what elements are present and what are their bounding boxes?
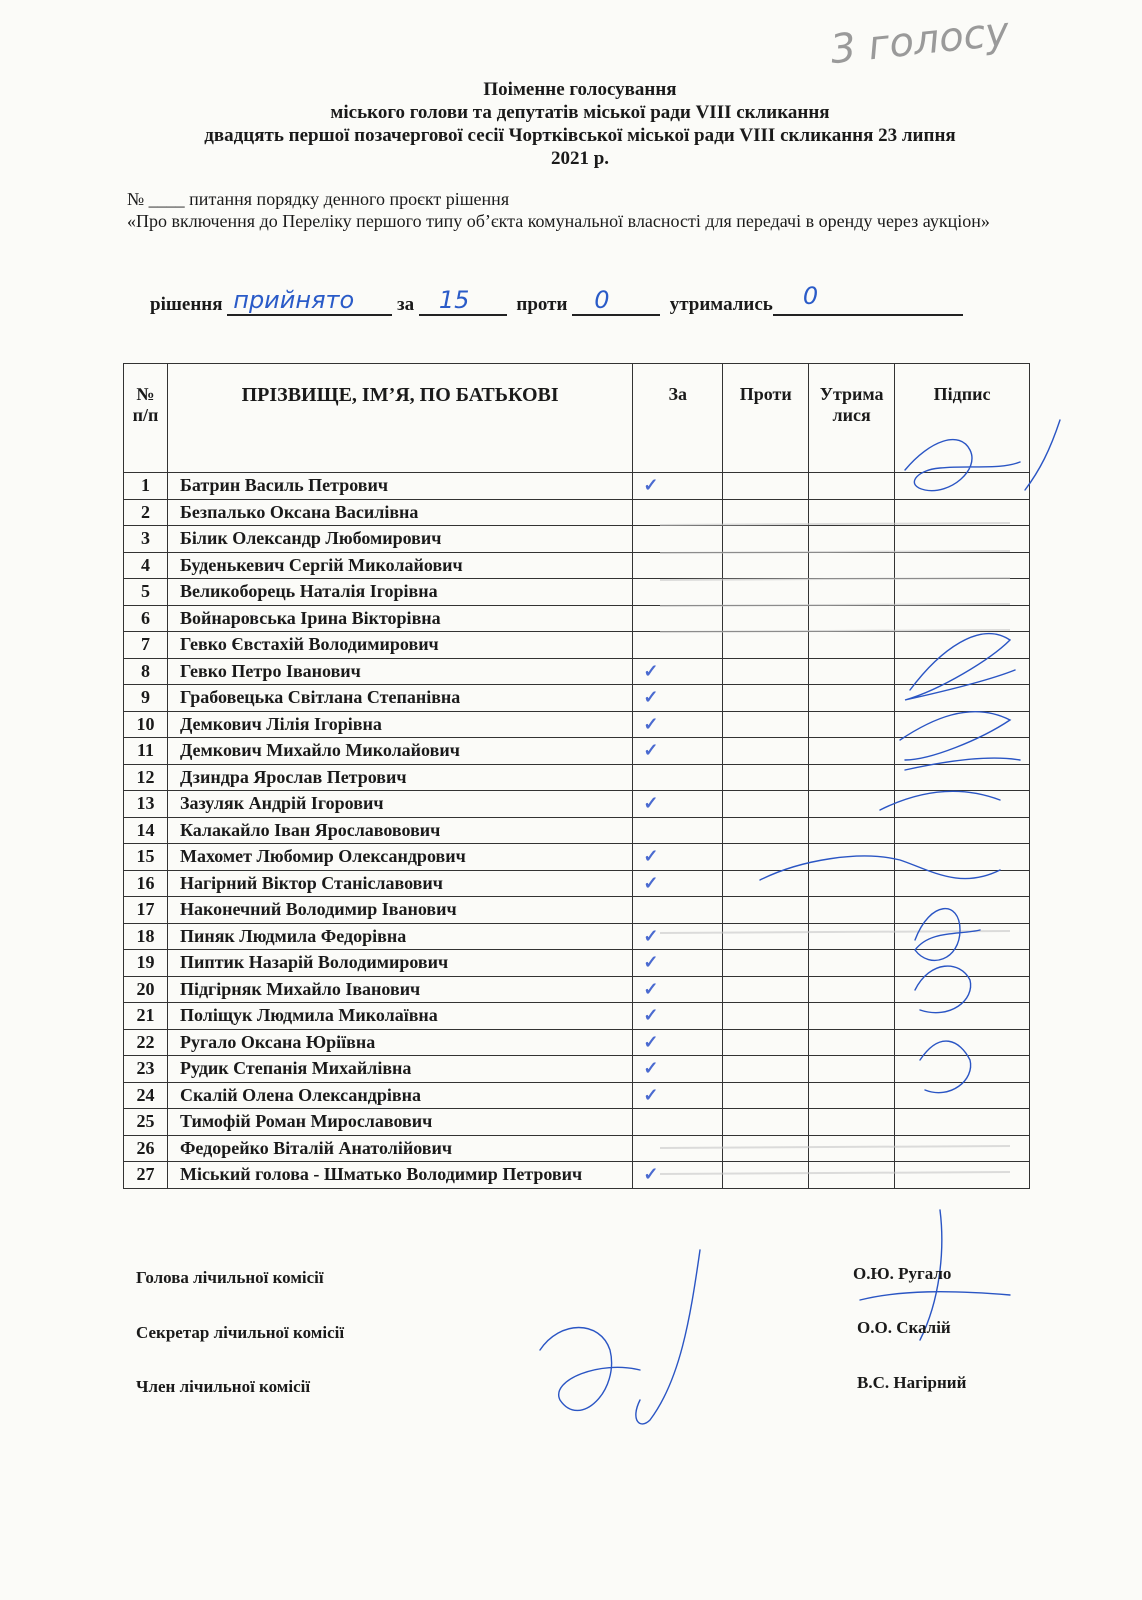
- row-number: 16: [124, 870, 168, 897]
- row-number: 6: [124, 605, 168, 632]
- header-name: ПРІЗВИЩЕ, ІМ’Я, ПО БАТЬКОВІ: [167, 364, 632, 473]
- row-for-mark: ✓: [633, 738, 723, 765]
- row-name: Білик Олександр Любомирович: [167, 526, 632, 553]
- row-number: 3: [124, 526, 168, 553]
- row-number: 12: [124, 764, 168, 791]
- row-name: Тимофій Роман Мирославович: [167, 1109, 632, 1136]
- member-name: В.С. Нагірний: [857, 1373, 967, 1392]
- row-name: Федорейко Віталій Анатолійович: [167, 1135, 632, 1162]
- row-name: Батрин Василь Петрович: [167, 473, 632, 500]
- row-number: 27: [124, 1162, 168, 1189]
- row-number: 21: [124, 1003, 168, 1030]
- row-number: 1: [124, 473, 168, 500]
- row-number: 14: [124, 817, 168, 844]
- row-number: 17: [124, 897, 168, 924]
- header-num: № п/п: [124, 364, 168, 473]
- row-for-mark: ✓: [633, 870, 723, 897]
- row-name: Підгірняк Михайло Іванович: [167, 976, 632, 1003]
- row-number: 19: [124, 950, 168, 977]
- agenda-item-line: № ____ питання порядку денного проєкт рішення: [127, 189, 510, 209]
- row-name: Войнаровська Ірина Вікторівна: [167, 605, 632, 632]
- row-number: 11: [124, 738, 168, 765]
- for-value: 15: [438, 286, 470, 314]
- row-for-mark: ✓: [633, 1162, 723, 1189]
- row-name: Гевко Євстахій Володимирович: [167, 632, 632, 659]
- row-for-mark: ✓: [633, 711, 723, 738]
- row-name: Буденькевич Сергій Миколайович: [167, 552, 632, 579]
- row-for-mark: ✓: [633, 791, 723, 818]
- row-number: 4: [124, 552, 168, 579]
- row-name: Зазуляк Андрій Ігорович: [167, 791, 632, 818]
- corner-handwritten-note: 3 голосу: [828, 8, 1012, 74]
- row-name: Махомет Любомир Олександрович: [167, 844, 632, 871]
- row-name: Пиптик Назарій Володимирович: [167, 950, 632, 977]
- row-number: 26: [124, 1135, 168, 1162]
- row-for-mark: ✓: [633, 844, 723, 871]
- row-for-mark: ✓: [633, 658, 723, 685]
- row-name: Демкович Михайло Миколайович: [167, 738, 632, 765]
- row-number: 20: [124, 976, 168, 1003]
- row-number: 2: [124, 499, 168, 526]
- row-for-mark: ✓: [633, 950, 723, 977]
- row-number: 18: [124, 923, 168, 950]
- signature-strokes: [540, 420, 1060, 1424]
- secretary-label: Секретар лічильної комісії: [136, 1323, 345, 1342]
- header-abstain: Утрималися: [809, 364, 895, 473]
- decision-value: прийнято: [233, 286, 355, 314]
- row-name: Наконечний Володимир Іванович: [167, 897, 632, 924]
- row-for-mark: ✓: [633, 1003, 723, 1030]
- row-name: Безпалько Оксана Василівна: [167, 499, 632, 526]
- row-number: 23: [124, 1056, 168, 1083]
- row-number: 10: [124, 711, 168, 738]
- row-name: Міський голова - Шматько Володимир Петрович: [167, 1162, 632, 1189]
- row-number: 22: [124, 1029, 168, 1056]
- secretary-name: О.О. Скалій: [857, 1318, 951, 1337]
- abstain-label: утримались: [669, 294, 773, 315]
- row-name: Дзиндра Ярослав Петрович: [167, 764, 632, 791]
- header-signature: Підпис: [895, 364, 1030, 473]
- decision-label: рішення: [150, 294, 223, 315]
- chair-label: Голова лічильної комісії: [136, 1268, 324, 1287]
- header-against: Проти: [723, 364, 809, 473]
- row-name: Нагірний Віктор Станіславович: [167, 870, 632, 897]
- header-date: 2021 р.: [550, 148, 610, 169]
- header-title: Поіменне голосування: [483, 79, 677, 100]
- header-subtitle: міського голови та депутатів міської ради VIII скликання: [330, 102, 830, 123]
- row-name: Грабовецька Світлана Степанівна: [167, 685, 632, 712]
- member-label: Член лічильної комісії: [136, 1377, 311, 1396]
- row-for-mark: ✓: [633, 685, 723, 712]
- row-number: 25: [124, 1109, 168, 1136]
- row-name: Гевко Петро Іванович: [167, 658, 632, 685]
- row-number: 9: [124, 685, 168, 712]
- row-for-mark: ✓: [633, 1056, 723, 1083]
- row-name: Пиняк Людмила Федорівна: [167, 923, 632, 950]
- row-number: 15: [124, 844, 168, 871]
- row-for-mark: ✓: [633, 473, 723, 500]
- row-name: Калакайло Іван Ярославовович: [167, 817, 632, 844]
- row-name: Рудик Степанія Михайлівна: [167, 1056, 632, 1083]
- row-number: 13: [124, 791, 168, 818]
- row-for-mark: ✓: [633, 976, 723, 1003]
- row-name: Поліщук Людмила Миколаївна: [167, 1003, 632, 1030]
- agenda-title: «Про включення до Переліку першого типу об’єкта комунальної власності для передачі в оренду через аукціон»: [127, 211, 990, 231]
- row-number: 24: [124, 1082, 168, 1109]
- row-number: 7: [124, 632, 168, 659]
- abstain-value: 0: [802, 282, 819, 310]
- row-shading-lines: [660, 523, 1010, 1174]
- chair-name: О.Ю. Ругало: [853, 1264, 952, 1283]
- header-for: За: [633, 364, 723, 473]
- row-name: Ругало Оксана Юріївна: [167, 1029, 632, 1056]
- row-for-mark: ✓: [633, 1029, 723, 1056]
- against-value: 0: [594, 286, 610, 314]
- row-name: Демкович Лілія Ігорівна: [167, 711, 632, 738]
- row-for-mark: ✓: [633, 923, 723, 950]
- for-label: за: [397, 294, 415, 315]
- row-name: Скалій Олена Олександрівна: [167, 1082, 632, 1109]
- header-session: двадцять першої позачергової сесії Чортківської міської ради VIII скликання 23 липня: [204, 125, 956, 146]
- against-label: проти: [516, 294, 568, 315]
- row-number: 8: [124, 658, 168, 685]
- row-name: Великоборець Наталія Ігорівна: [167, 579, 632, 606]
- row-number: 5: [124, 579, 168, 606]
- row-for-mark: ✓: [633, 1082, 723, 1109]
